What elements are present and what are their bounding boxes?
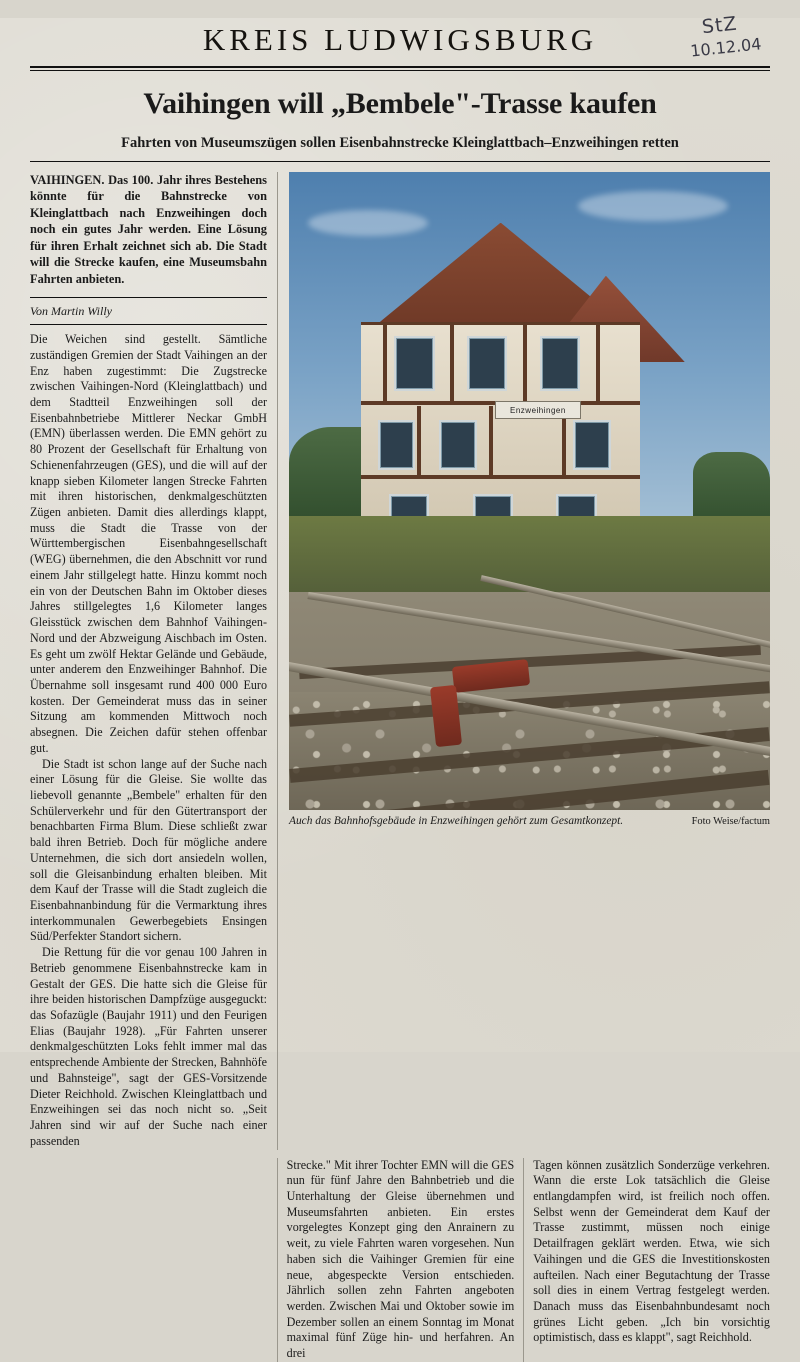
cloud	[578, 191, 728, 221]
window	[573, 420, 611, 470]
byline-rule-top	[30, 297, 267, 298]
lead-paragraph: VAIHINGEN. Das 100. Jahr ihres Bestehens könnte für die Bahnstrecke von Kleinglattbach nach Enzweihingen doch noch ein gutes Jahr werden. Eine Lösung für ihren Erhalt zeichnet sich ab. Die Stadt will die Strecke kaufen, eine Museumsbahn Fahrten anbieten.	[30, 172, 267, 286]
bottom-column-2	[277, 1158, 524, 1362]
timber-post	[596, 322, 600, 401]
masthead-rule-thick	[30, 66, 770, 68]
window	[467, 336, 507, 391]
byline-rule-bottom	[30, 324, 267, 325]
photo-credit: Foto Weise/factum	[691, 815, 770, 827]
ground	[289, 516, 770, 809]
timber-post	[417, 406, 421, 476]
timber-post	[489, 406, 493, 476]
handwritten-date-annotation	[687, 10, 762, 61]
station-building	[342, 223, 659, 555]
grass-strip	[289, 516, 770, 592]
window	[540, 336, 580, 391]
byline: Von Martin Willy	[30, 304, 112, 319]
timber-post	[450, 322, 454, 401]
timber-beam	[361, 475, 640, 479]
handwritten-date: 10.12.04	[689, 34, 762, 61]
photo-column	[278, 172, 770, 829]
section-title: KREIS LUDWIGSBURG	[202, 22, 598, 57]
article-subhead: Fahrten von Museumszügen sollen Eisenbahnstrecke Kleinglattbach–Enzweihingen retten	[121, 134, 679, 151]
article-photo	[289, 172, 770, 810]
handwritten-source: StZ	[700, 12, 739, 39]
window	[439, 420, 477, 470]
window	[378, 420, 416, 470]
body-paragraph: Die Stadt ist schon lange auf der Suche nach einer Lösung für die Gleise. Sie wollte das liebevoll genannte „Bembele" erhalten für den Schülerverkehr und für den Gütertransport der benachbarten Firma Blum. Diese schließt zwar bald ihren Betrieb. Doch für mögliche andere Unternehmen, die sich dort ansiedeln wollen, soll die Gleisanbindung erhalten bleiben. Mit dem Kauf der Trasse will die Stadt zugleich die Eisenbahnanbindung für die Vermarktung ihres interkommunalen Gewerbegebiets Ensingen Süd/Perfekter Standort sichern.	[30, 756, 267, 944]
sleeper	[299, 645, 761, 679]
bottom-column-1	[30, 1158, 277, 1362]
body-paragraph: Tagen können zusätzlich Sonderzüge verkehren. Wann die erste Lok tatsächlich die Gleise entlangdampfen wird, ist freilich noch offen. Selbst wenn der Gemeinderat dem Kauf der Trasse zustimmt, müssen noch einige Detailfragen geklärt werden. Etwa, wie sich Vaihingen und die GES die Investitionskosten aufteilen. Nach einer Begutachtung der Trasse soll dies in einem Vertrag festgelegt werden. Danach muss das Eisenbahnbundesamt noch grünes Licht geben. „Ich bin vorsichtig optimistisch, dass es klappt", sagt Reichhold.	[533, 1157, 770, 1345]
lead-column	[30, 172, 278, 1150]
tree-right	[693, 452, 770, 522]
photo-caption: Auch das Bahnhofsgebäude in Enzweihingen gehört zum Gesamtkonzept.	[289, 814, 624, 827]
timber-post	[523, 322, 527, 401]
timber-post	[383, 322, 387, 401]
top-block	[30, 172, 770, 1150]
photo-caption-row	[289, 815, 770, 829]
body-paragraph: Strecke." Mit ihrer Tochter EMN will die GES nun für fünf Jahre den Bahnbetrieb und die Unterhaltung der Gleise übernehmen und Museumsfahrten anbieten. Ein erstes vorgelegtes Konzept ging den Anrainern zu weit, zu viele Fahrten waren vorgesehen. Nun haben sich die Vaihinger Gremien für eine neue, abgespeckte Version entschieden. Jährlich sollen zehn Fahrten angeboten werden. Zwischen Mai und Oktober sowie im Dezember sollen an einem Sonntag im Monat maximal fünf Züge hin- und herfahren. An drei	[286, 1157, 515, 1361]
newspaper-page	[0, 12, 800, 1361]
station-name-sign: Enzweihingen	[495, 401, 581, 419]
bottom-column-3	[523, 1158, 770, 1362]
masthead-rule-thin	[30, 70, 770, 71]
body-paragraph: Die Rettung für die vor genau 100 Jahren in Betrieb genommene Eisenbahnstrecke kam in Gestalt der GES. Die hatte sich die Gleise für ihre beiden historischen Dampfzüge ausgeguckt: das Sofazügle (Baujahr 1911) und den Feurigen Elias (Baujahr 1928). „Für Fahrten unserer denkmalgeschützten Loks fehlt immer mal das entsprechende Ambiente der Strecken, Bahnhöfe und Bahnsteige", sagt der GES-Vorsitzende Dieter Reichhold. Zwischen Kleinglattbach und Enzweihingen sei das noch nicht so. „Seit Jahren sind wir auf der Suche nach einer passenden	[30, 945, 267, 1148]
window	[394, 336, 434, 391]
article-headline: Vaihingen will „Bembele"-Trasse kaufen	[143, 87, 657, 120]
body-paragraph: Die Weichen sind gestellt. Sämtliche zuständigen Gremien der Stadt Vaihingen an der Enz haben zugestimmt: Die Zugstrecke zwischen Vaihingen-Nord (Kleinglattbach) und dem Stadtteil Enzweihingen soll der Eisenbahnbetriebe Mittlerer Neckar GmbH (EMN) überlassen werden. Die EMN gehört zu 80 Prozent der Gesellschaft für Erhaltung von Schienenfahrzeugen (GES), und die will auf der knapp sieben Kilometer langen Strecke Fahrten mit ihren historischen, denkmalgeschützten Zügen anbieten. Damit dies allerdings klappt, muss die Stadt die Trasse von der Württembergischen Eisenbahngesellschaft (WEG) übernehmen, die den Abschnitt vor rund einem Jahr stillgelegt hatte. Hinzu kommt noch ein von der Deutschen Bahn im Oktober dieses Jahres stillgelegtes 1,6 Kilometer langes Gleisstück zwischen dem Bahnhof Vaihingen-Nord und der Abzweigung Aischbach im Osten. Es geht um zwölf Hektar Gelände und Gebäude, unter anderem den Enzweihinger Bahnhof. Die Übernahme soll insgesamt rund 400 000 Euro kosten. Der Gemeinderat muss das in seiner Sitzung am kommenden Mittwoch noch absegnen. Die Zeichen dafür stehen offenbar gut.	[30, 332, 267, 755]
subhead-rule	[30, 161, 770, 162]
bottom-columns	[30, 1158, 770, 1362]
masthead	[30, 12, 770, 62]
